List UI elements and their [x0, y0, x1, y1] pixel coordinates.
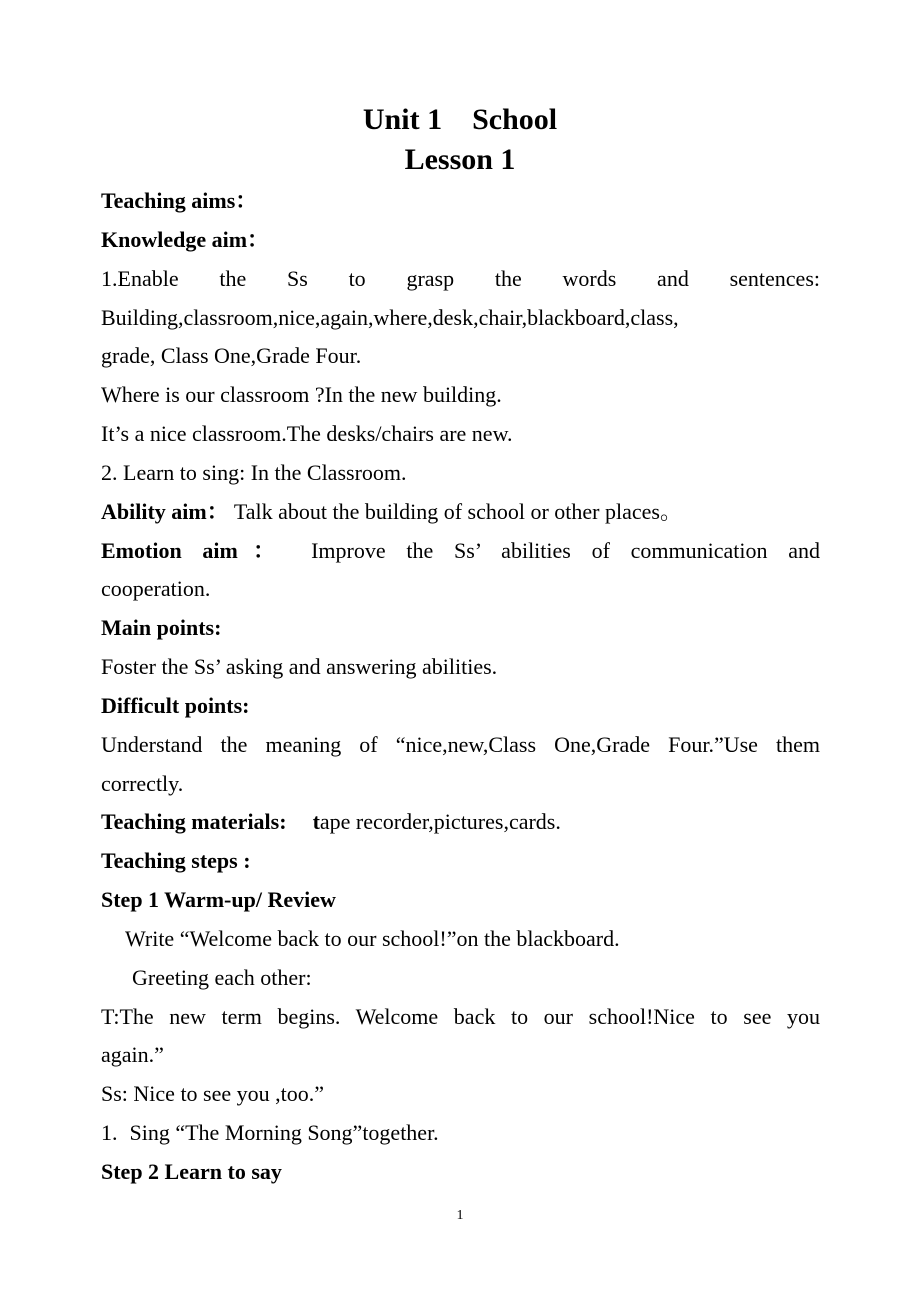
step-1-list-text: Sing “The Morning Song”together. — [129, 1120, 439, 1145]
difficult-points-line-2: correctly. — [101, 771, 184, 796]
emotion-aim-line-2: cooperation. — [101, 576, 211, 601]
teaching-materials-label: Teaching materials: — [101, 809, 287, 834]
main-points-heading: Main points: — [101, 615, 222, 640]
main-points-text: Foster the Ss’ asking and answering abilities. — [101, 654, 498, 679]
teaching-materials — [101, 807, 561, 837]
knowledge-aim-heading: Knowledge aim： — [101, 227, 270, 252]
step-1-line-1: Write “Welcome back to our school!”on the blackboard. — [125, 926, 620, 951]
knowledge-item-2: 2. Learn to sing: In the Classroom. — [101, 460, 407, 485]
ability-aim-label: Ability aim： — [101, 499, 229, 524]
knowledge-item-1-line-1: 1.Enable the Ss to grasp the words and sentences: — [101, 266, 820, 291]
step-1-line-4: again.” — [101, 1042, 164, 1067]
difficult-points-line-1: Understand the meaning of “nice,new,Class One,Grade Four.”Use them — [101, 732, 820, 757]
teaching-materials-first-letter: t — [312, 809, 320, 834]
step-1-line-3: T:The new term begins. Welcome back to our school!Nice to see you — [101, 1004, 820, 1029]
ability-aim-text: Talk about the building of school or other places。 — [233, 499, 682, 524]
emotion-aim-label: Emotion aim： — [101, 538, 291, 563]
unit-title: Unit 1 School — [362, 103, 558, 136]
step-1-line-5: Ss: Nice to see you ,too.” — [101, 1081, 325, 1106]
difficult-points-heading: Difficult points: — [101, 693, 250, 718]
knowledge-sentence-2: It’s a nice classroom.The desks/chairs are new. — [101, 421, 513, 446]
knowledge-sentence-1: Where is our classroom ?In the new building. — [101, 382, 502, 407]
step-1-list-number: 1. — [101, 1120, 118, 1145]
step-1-heading: Step 1 Warm-up/ Review — [101, 887, 336, 912]
step-2-heading: Step 2 Learn to say — [101, 1159, 282, 1184]
knowledge-item-1-line-2: Building,classroom,nice,again,where,desk,chair,blackboard,class, — [101, 305, 679, 330]
teaching-steps-heading: Teaching steps : — [101, 848, 251, 873]
page-number: 1 — [456, 1208, 464, 1223]
emotion-aim-text: Improve the Ss’ abilities of communication and — [311, 538, 820, 563]
emotion-aim — [101, 536, 820, 566]
lesson-title: Lesson 1 — [404, 143, 516, 176]
step-1-line-2: Greeting each other: — [132, 965, 312, 990]
teaching-materials-text: ape recorder,pictures,cards. — [319, 809, 561, 834]
teaching-aims-heading: Teaching aims： — [101, 188, 258, 213]
step-1-list-item — [101, 1118, 439, 1148]
knowledge-item-1-line-3: grade, Class One,Grade Four. — [101, 343, 362, 368]
ability-aim — [101, 497, 682, 527]
